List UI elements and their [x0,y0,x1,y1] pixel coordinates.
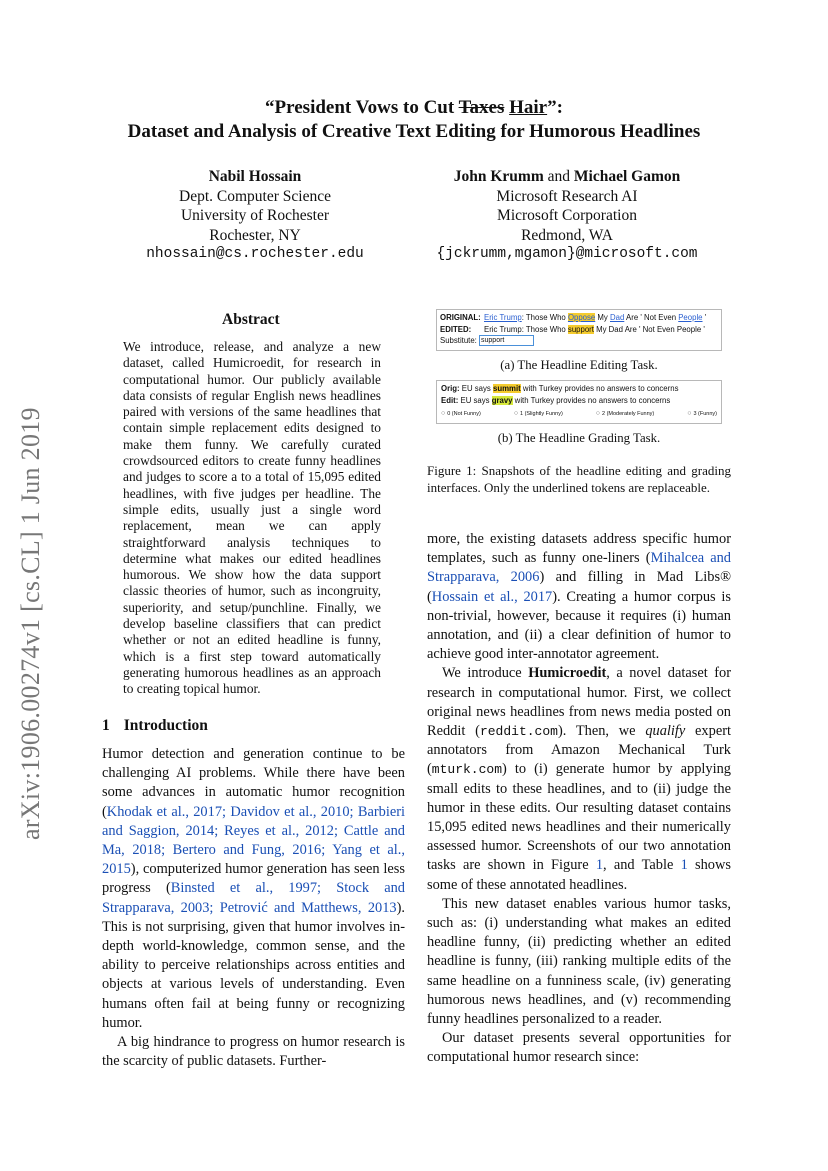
edit-row [441,395,717,407]
headline-text: : Those Who [521,313,568,322]
right-column-body [427,530,731,1068]
paragraph: A big hindrance to progress on humor research is the scarcity of public datasets. Further- [102,1034,405,1070]
paragraph-text: ). Then, we [557,723,646,740]
figure-editing-interface [436,309,722,351]
title-underlined-word: Hair [509,97,548,118]
section-heading [102,717,208,735]
figure-ref-link[interactable]: 1 [595,857,604,874]
edited-word: support [567,324,594,334]
emphasis-text: qualify [645,723,686,740]
citation-link[interactable]: Hossain et al., 2017 [431,588,553,605]
author-dept: Dept. Computer Science [179,187,331,205]
author-name: Nabil Hossain [208,168,302,185]
headline-text: Are ' Not Even [624,313,679,322]
citation-link[interactable]: Mihalcea and Strapparava, 2006 [427,550,731,586]
citation-link[interactable]: Khodak et al., 2017; Davidov et al., 2010; Barbieri and Saggion, 2014; Reyes et al., 2012; Cattle and Ma, 2018; Bertero and Fung, 2016; Yang et al., 2015 [102,803,405,878]
edited-label: EDITED: [440,324,472,334]
orig-label: Orig: [441,384,460,393]
headline-text: Eric Trump: Those Who [484,324,568,334]
paragraph [427,530,731,664]
title-line-1 [0,96,828,120]
grade-option-1: ○ 1 (Slightly Funny) [514,408,563,421]
paragraph [427,664,731,894]
edited-word: gravy [491,395,513,405]
section-number: 1 [102,717,110,734]
paragraph-text: ) and filling in Mad Libs® ( [427,569,732,605]
figure-caption: Figure 1: Snapshots of the headline editing and grading interfaces. Only the underlined tokens are replaceable. [427,463,731,495]
citation-link[interactable]: Binsted et al., 1997; Stock and Strapparava, 2003; Petrović and Matthews, 2013 [102,880,405,916]
paragraph-text: more, the existing datasets address specific humor templates, such as funny one-liners ( [427,531,731,567]
author-org: University of Rochester [180,207,330,224]
author-block-right [412,167,722,265]
headline-text: EU says [459,384,493,393]
subfigure-a-caption: (a) The Headline Editing Task. [500,358,658,372]
paragraph-text: , a novel dataset for research in computational humor. First, we collect original news headlines from news media posted on Reddit ( [427,665,731,740]
replaceable-token-selected: Oppose [567,313,596,322]
orig-row [441,383,717,395]
author-email: {jckrumm,mgamon}@microsoft.com [436,246,698,262]
table-ref-link[interactable]: 1 [680,857,688,874]
title-suffix: ”: [547,97,563,118]
headline-text: with Turkey provides no answers to concerns [520,384,679,393]
paragraph: Our dataset presents several opportunities for computational humor research since: [427,1030,731,1066]
replaceable-token: People [678,313,703,322]
title-prefix: “President Vows to Cut [265,97,459,118]
paragraph-text: We introduce [442,665,529,682]
paragraph-text: , and Table [603,857,681,874]
author-location: Rochester, NY [209,226,301,244]
paragraph: This new dataset enables various humor tasks, such as: (i) understanding what makes an edited headline funny, (ii) predicting whether an edited headline is funny, (iii) ranking multiple edits of the same headline on a funniness scale, (iv) generating humorous news headlines, and (v) recommending funny headlines personalized to a reader. [427,895,731,1028]
headline-text: EU says [458,395,492,405]
dataset-name: Humicroedit [528,665,607,682]
subfigure-b-caption: (b) The Headline Grading Task. [497,431,661,445]
left-column-body [102,745,405,1071]
paragraph-text: ). This is not surprising, given that humor involves in-depth world-knowledge, common sense, and the ability to perceive relationships across entities and objects at various levels of understanding. Even humans often fail at being funny or recognizing humor. [102,899,405,1031]
grade-option-3: ○ 3 (Funny) [687,408,717,421]
paragraph-text: expert annotators from Amazon Mechanical Turk ( [427,723,731,778]
paper-title [0,96,828,144]
abstract-text: We introduce, release, and analyze a new dataset, called Humicroedit, for research in computational humor. Our publicly available data consists of regular English news headlines paired with versions of the same headlines that contain simple replacement edits designed to make them funny. We carefully curated crowdsourced editors to create funny headlines and judges to score a to a total of 15,095 edited headlines, with five judges per headline. The simple edits, usually just a single word replacement, mean we can apply straightforward analysis techniques to determine what makes our edited headlines humorous. We show how the data support classic theories of humor, such as incongruity, superiority, and setup/punchline. Finally, we develop baseline classifiers that can predict whether or not an edited headline is funny, which is a first step toward automatically generating humorous headlines as an approach to creating topical humor. [123,339,381,697]
abstract-heading: Abstract [222,311,280,328]
headline-text: My Dad Are ' Not Even People ' [593,324,705,334]
url-text: reddit.com [479,724,558,740]
author-location: Redmond, WA [521,226,613,244]
original-word: summit [493,384,521,393]
grade-option-2: ○ 2 (Moderately Funny) [596,408,654,421]
grade-radio-group [441,408,717,421]
replaceable-token: Dad [609,313,625,322]
grade-option-0: ○ 0 (Not Funny) [441,408,481,421]
author-email: nhossain@cs.rochester.edu [146,246,364,262]
author-block-left [115,167,395,265]
substitute-row [440,335,718,347]
paragraph-text: ), computerized humor generation has seen less progress ( [102,861,405,897]
author-name-1: John Krumm [453,168,544,185]
paragraph-text: ). Creating a humor corpus is non-trivial, however, because it requires (i) human annotation, and (ii) a clear definition of humor to achieve good inter-annotator agreement. [427,588,731,663]
title-struck-word: Taxes [458,97,505,118]
author-names [412,167,722,187]
substitute-input: support [479,335,534,346]
headline-text: ' [702,313,707,322]
paragraph-text: shows some of these annotated headlines. [427,857,731,893]
author-name-2: Michael Gamon [573,168,681,185]
edited-row [440,324,718,336]
headline-text: My [595,313,610,322]
author-dept: Microsoft Research AI [496,187,638,205]
replaceable-token: Eric Trump [484,313,522,322]
original-row [440,312,718,324]
paragraph [102,745,405,1033]
section-title: Introduction [123,717,208,734]
edit-label: Edit: [441,395,459,405]
author-org: Microsoft Corporation [497,207,637,224]
arxiv-identifier: arXiv:1906.00274v1 [cs.CL] 1 Jun 2019 [16,407,45,840]
figure-grading-interface [436,380,722,424]
headline-text: with Turkey provides no answers to concerns [512,395,671,405]
url-text: mturk.com [431,762,503,778]
paragraph-text: Humor detection and generation continue to be challenging AI problems. While there have been some advances in automatic humor recognition ( [102,746,405,820]
paragraph-text: ) to (i) generate humor by applying small edits to these headlines, and to (ii) judge the humor in these edits. Our resulting dataset contains 15,095 edited news headlines and their numerically assessed humor. Screenshots of our two annotation tasks are shown in Figure [427,761,731,874]
author-and: and [543,168,574,185]
substitute-label: Substitute: [440,336,477,345]
original-label: ORIGINAL: [440,313,481,322]
title-line-2: Dataset and Analysis of Creative Text Editing for Humorous Headlines [127,121,701,142]
